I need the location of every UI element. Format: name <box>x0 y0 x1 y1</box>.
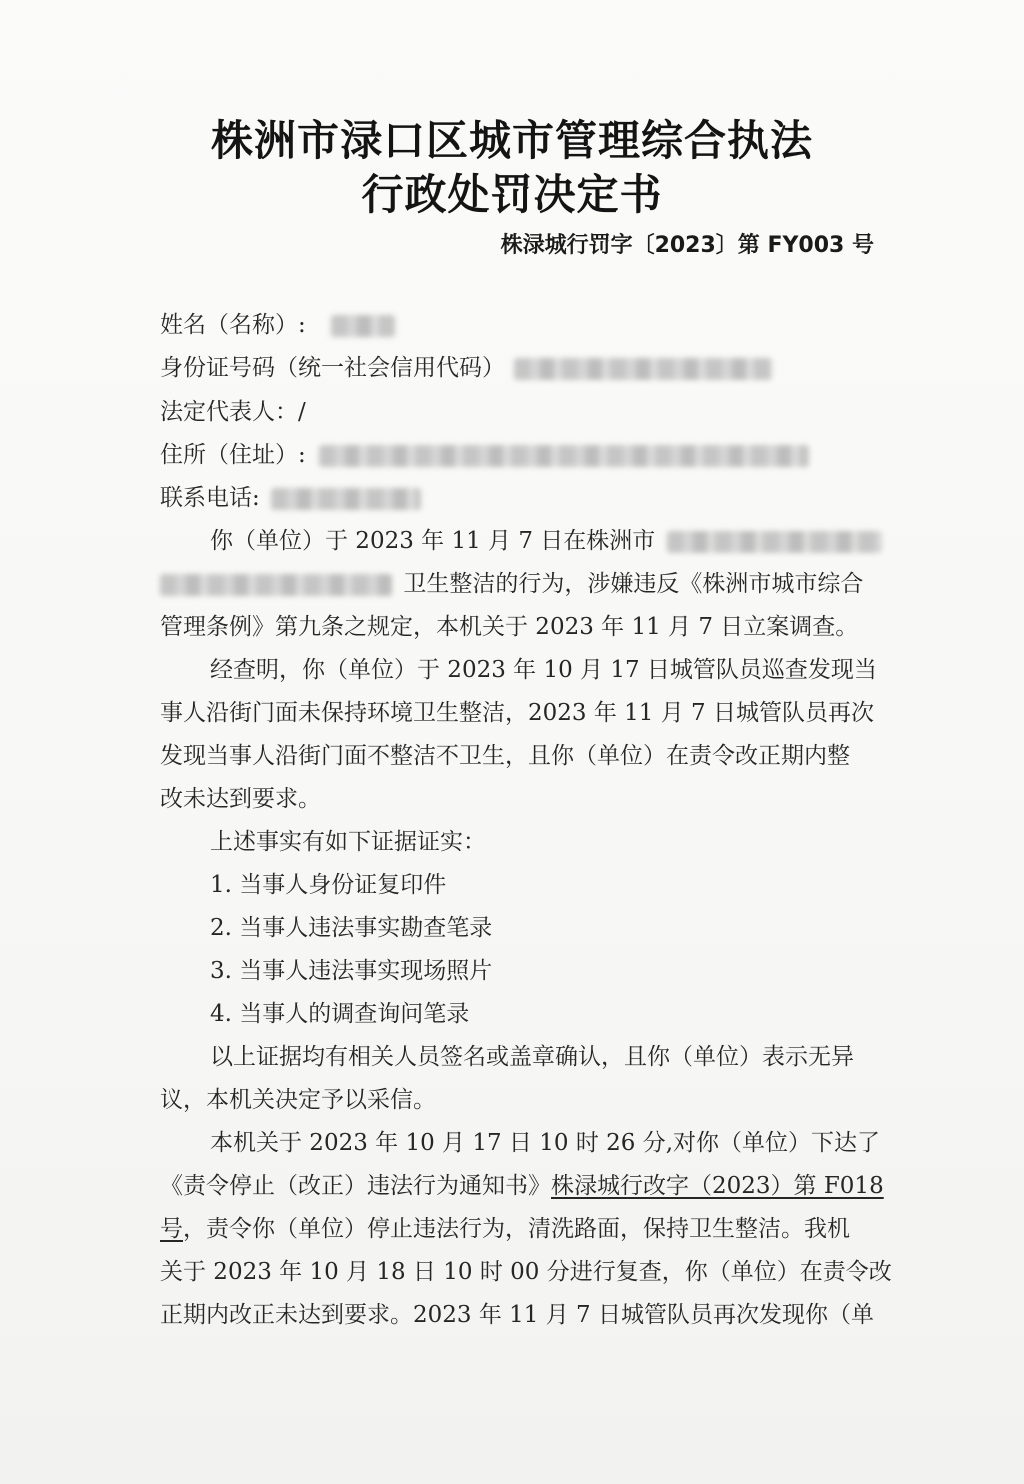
document-number: 株渌城行罚字〔2023〕第 FY003 号 <box>500 233 874 258</box>
body-line-1 <box>210 526 882 556</box>
body-line-14: 议，本机关决定予以采信。 <box>160 1087 436 1113</box>
notice-number-suffix: 号 <box>160 1216 183 1242</box>
evidence-item: 4. 当事人的调查询问笔录 <box>210 1001 470 1027</box>
body-line-2 <box>160 569 863 599</box>
document-title-line2: 行政处罚决定书 <box>361 170 663 219</box>
body-line-13: 以上证据均有相关人员签名或盖章确认，且你（单位）表示无异 <box>210 1044 854 1070</box>
redacted-address <box>319 445 809 467</box>
body-line-3: 管理条例》第九条之规定，本机关于 2023 年 11 月 7 日立案调查。 <box>160 614 859 640</box>
document-title-line1: 株洲市渌口区城市管理综合执法 <box>210 116 813 165</box>
notice-number: 株渌城行改字（2023）第 F018 <box>551 1173 884 1199</box>
body-line-18: 关于 2023 年 10 月 18 日 10 时 00 分进行复查，你（单位）在责令改 <box>160 1259 892 1285</box>
redacted-location-cont <box>160 574 392 596</box>
evidence-item: 2. 当事人违法事实勘查笔录 <box>210 915 493 941</box>
body-text: 卫生整洁的行为，涉嫌违反《株洲市城市综合 <box>403 571 864 597</box>
id-label: 身份证号码（统一社会信用代码） <box>160 355 505 381</box>
evidence-item: 1. 当事人身份证复印件 <box>210 872 447 898</box>
phone-label: 联系电话: <box>160 485 260 511</box>
address-label: 住所（住址）: <box>160 442 306 468</box>
phone-row <box>160 483 421 513</box>
body-line-16 <box>160 1171 884 1201</box>
body-line-4: 经查明，你（单位）于 2023 年 10 月 17 日城管队员巡查发现当 <box>210 657 877 683</box>
notice-title: 《责令停止（改正）违法行为通知书》 <box>160 1173 551 1199</box>
evidence-item: 3. 当事人违法事实现场照片 <box>210 958 493 984</box>
name-row <box>160 310 395 340</box>
body-line-19: 正期内改正未达到要求。2023 年 11 月 7 日城管队员再次发现你（单 <box>160 1302 874 1328</box>
body-text: 你（单位）于 2023 年 11 月 7 日在株洲市 <box>210 528 656 554</box>
redacted-id <box>514 358 772 380</box>
body-line-5: 事人沿街门面未保持环境卫生整洁，2023 年 11 月 7 日城管队员再次 <box>160 700 874 726</box>
body-line-6: 发现当事人沿街门面不整洁不卫生，且你（单位）在责令改正期内整 <box>160 743 850 769</box>
id-row <box>160 353 772 383</box>
legal-rep-row: 法定代表人：/ <box>160 399 306 425</box>
body-line-17 <box>160 1214 850 1244</box>
body-line-15: 本机关于 2023 年 10 月 17 日 10 时 26 分,对你（单位）下达了 <box>210 1130 881 1156</box>
address-row <box>160 440 809 470</box>
redacted-name <box>331 315 395 337</box>
redacted-location <box>667 531 882 553</box>
body-text: ，责令你（单位）停止违法行为，清洗路面，保持卫生整洁。我机 <box>183 1216 850 1242</box>
name-label: 姓名（名称）: <box>160 312 306 338</box>
redacted-phone <box>271 488 421 510</box>
body-line-7: 改未达到要求。 <box>160 786 321 812</box>
evidence-intro: 上述事实有如下证据证实： <box>210 829 486 855</box>
